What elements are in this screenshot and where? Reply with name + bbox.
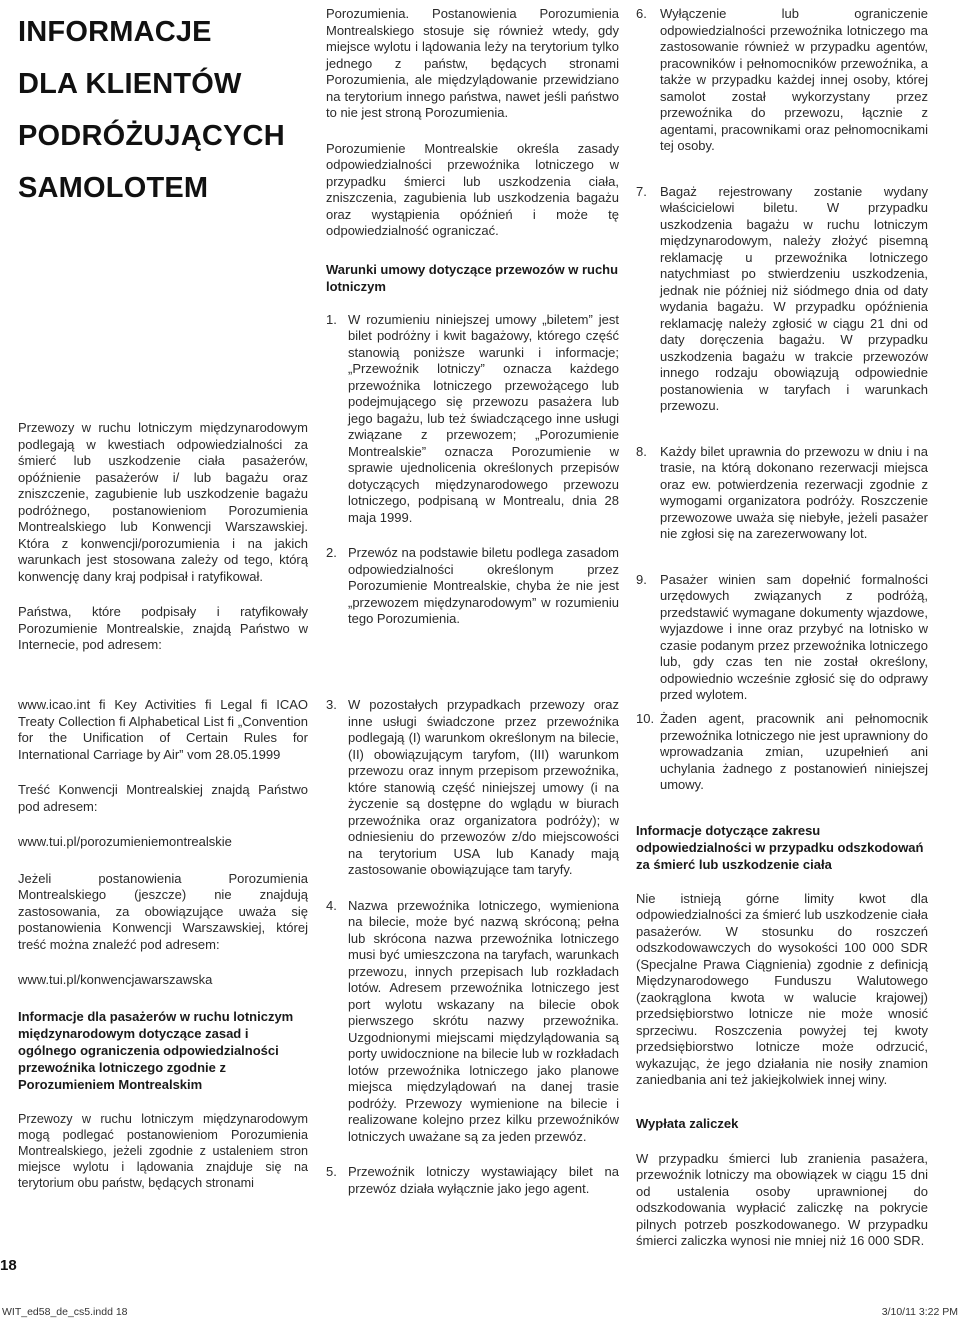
section-heading-montreal-info: Informacje dla pasażerów w ruchu lotniczym międzynarodowym dotyczące zasad i ogólnego ograniczenia odpowiedzialności przewoźnika lotniczego zgodnie z Porozumieniem Montrealskim (18, 1008, 294, 1092)
item-number: 10. (636, 711, 655, 726)
item-text: Nazwa przewoźnika lotniczego, wymieniona na bilecie, może być nazwą skróconą; pełna lub skrócona nazwa przewoźnika lotniczego musi być umieszczona na taryfach, warunkach przewozu, innych przepisach lub rozkładach lotów. Adresem przewoźnika lotniczego jest port wylotu wskazany na bilecie obok pierwszego skrótu nazwy przewoźnika. Uzgodnionymi miejscami międzylądowania są porty uwidocznione na bilecie lub w rozkładach lotów przewoźnika lotniczego jako planowe miejsca międzylądowań na danej trasie podróży. Przewozy wymienione na bilecie i realizowane kolejno przez kilku przewoźników lotniczych uważane są za jeden przewóz. (348, 897, 619, 1144)
list-item (636, 184, 928, 415)
column-3-bottom (636, 711, 928, 1250)
item-number: 9. (636, 571, 647, 587)
warsaw-paragraph: Jeżeli postanowienia Porozumienia Montrealskiego (jeszcze) nie znajdują zastosowania, za obowiązujące uważa się postanowienia Konwencji Warszawskiej, której treść można znaleźć pod adresem: (18, 870, 308, 952)
item-text: Wyłączenie lub ograniczenie odpowiedzialności przewoźnika lotniczego ma zastosowanie również w przypadku agentów, pracowników i pełnomocników przewoźnika, a także w przypadku każdej innej osoby, której samolot został wykorzystany przez przewoźnika do przewozu, łącznie z agentami, pracownikami oraz pełnomocnikami tej osoby. (660, 6, 928, 153)
intro-paragraph: Przewozy w ruchu lotniczym międzynarodowym podlegają w kwestiach odpowiedzialności za śmierć lub uszkodzenie ciała pasażerów, opóźnienie pasażerów i/ lub bagażu oraz zniszczenie, zagubienie lub uszkodzenie bagażu podróżnego, postanowieniom Porozumienia Montrealskiego lub Konwencji Warszawskiej. Która z konwencji/porozumienia i na jakich warunkach jest stosowana zależy od tego, którą konwencję dany kraj podpisał i ratyfikował. (18, 420, 308, 584)
section-heading-contract-terms: Warunki umowy dotyczące przewozów w ruchu lotniczym (326, 261, 619, 294)
list-item (326, 1164, 619, 1197)
states-paragraph: Państwa, które podpisały i ratyfikowały Porozumienie Montrealskie, znajdą Państwo w Internecie, pod adresem: (18, 604, 308, 652)
list-item (326, 898, 619, 1146)
warsaw-url-link[interactable]: www.tui.pl/konwencjawarszawska (18, 972, 213, 987)
title-line: INFORMACJE (18, 16, 212, 48)
montreal-url-link[interactable]: www.tui.pl/porozumieniemontrealskie (18, 834, 232, 849)
list-item (636, 444, 928, 543)
page-title (18, 6, 298, 214)
item-number: 5. (326, 1164, 337, 1179)
column-1-top (18, 420, 308, 654)
agreement-paragraph: Porozumienia. Postanowienia Porozumienia Montrealskiego stosuje się również wtedy, gdy miejsce wylotu i lądowania leży na terytorium tylko jednego z państw, będących stronami Porozumienia, ale międzylądowanie przewidziano na terytorium innego państwa, nawet jeśli państwo to nie jest stroną Porozumienia. (326, 6, 619, 120)
item-number: 2. (326, 545, 337, 560)
item-number: 7. (636, 183, 647, 199)
page-number: 18 (0, 1257, 17, 1274)
liability-paragraph: Porozumienie Montrealskie określa zasady odpowiedzialności przewoźnika lotniczego w przypadku śmierci lub uszkodzenia ciała, zniszczenia, zagubienia lub uszkodzenia bagażu oraz wystąpienia opóźnień i może tę odpowiedzialność ograniczać. (326, 140, 619, 238)
liability-scope-paragraph: Nie istnieją górne limity kwot dla odpowiedzialności za śmierć lub uszkodzenie ciała pasażerów. W stosunku do roszczeń odszkodowawczych do wysokości 100 000 SDR (Specjalne Prawa Ciągnienia) zgodnie z definicją Międzynarodowego Funduszu Walutowego (zaokrąglona kwota w walucie krajowej) przedsiębiorstwo lotnicze nie może wnosić sprzeciwu. Roszczenia powyżej tej kwoty przedsiębiorstwo lotnicze może odrzucić, wykazując, że jego działania nie nosiły znamion zaniedbania ani też jakiejkolwiek innej winy. (636, 890, 928, 1087)
item-text: Żaden agent, pracownik ani pełnomocnik przewoźnika lotniczego nie jest uprawniony do wprowadzania zmian, uzupełnień ani uchylania żadnego z postanowień niniejszej umowy. (660, 711, 928, 792)
item-text: Pasażer winien sam dopełnić formalności urzędowych związanych z podróżą, przedstawić wymagane dokumenty wjazdowe, wyjazdowe i inne oraz przybyć na lotnisko w czasie podanym przez przewoźnika lotniczego lub, gdy czas ten nie został określony, odpowiednio wcześnie zgłosić się do odprawy przed wylotem. (660, 571, 928, 702)
item-text: Przewóz na podstawie biletu podlega zasadom odpowiedzialności określonym przez Porozumienie Montrealskie, chyba że nie jest „przewozem międzynarodowym” w rozumieniu tego Porozumienia. (348, 545, 620, 626)
item-number: 8. (636, 443, 647, 459)
list-item (636, 6, 928, 155)
item-number: 4. (326, 897, 337, 913)
section-heading-advance-payment: Wypłata zaliczek (636, 1115, 739, 1131)
list-item (326, 545, 619, 628)
item-text: W rozumieniu niniejszej umowy „biletem” jest bilet podróżny i kwit bagażowy, którego część stanowią poniższe warunki i informacje; „Przewoźnik lotniczy” oznacza każdego przewoźnika lotniczego przewożącego lub podejmującego się przewozu pasażera lub jego bagażu, lub też świadczącego inne usługi związane z przewozem; „Porozumienie Montrealskie” oznacza Porozumienie w sprawie ujednolicenia określonych przepisów dotyczących międzynarodowego przewozu lotniczego, podpisaną w Montrealu, dnia 28 maja 1999. (348, 311, 619, 525)
advance-payment-paragraph: W przypadku śmierci lub zranienia pasażera, przewoźnik lotniczy ma obowiązek w ciągu 15 dni od ustalenia osoby uprawnionej do odszkodowania wypłacić zaliczkę na pokrycie pilnych potrzeb poszkodowanego. W przypadku śmierci zaliczka wynosi nie mniej niż 16 000 SDR. (636, 1150, 928, 1248)
column-2-top (326, 6, 619, 628)
footer-file-name: WIT_ed58_de_cs5.indd 18 (2, 1306, 128, 1318)
list-item (636, 711, 928, 794)
list-item (636, 572, 928, 704)
icao-link-text[interactable]: www.icao.int fi Key Activities fi Legal fi ICAO Treaty Collection fi Alphabetical List fi „Convention for the Unification of Certain Rules for International Carriage by Air” vom 28.05.1999 (18, 697, 308, 762)
footer-timestamp: 3/10/11 3:22 PM (881, 1306, 958, 1318)
column-3-top (636, 6, 928, 704)
title-line: PODRÓŻUJĄCYCH (18, 120, 285, 152)
title-line: DLA KLIENTÓW (18, 68, 242, 100)
item-text: Przewoźnik lotniczy wystawiający bilet na przewóz działa wyłącznie jako jego agent. (348, 1164, 619, 1196)
transport-paragraph: Przewozy w ruchu lotniczym międzynarodowym mogą podlegać postanowieniom Porozumienia Montrealskiego, jeżeli zgodnie z ustaleniem stron miejsce wylotu i lądowania znajduje się na terytorium obu państw, będących stronami (18, 1111, 308, 1191)
column-1-bottom (18, 697, 308, 1192)
item-text: W pozostałych przypadkach przewozy oraz inne usługi świadczone przez przewoźnika podlegają (I) warunkom określonym na bilecie, (II) obowiązującym taryfom, (III) warunkom przewozu oraz innym przepisom przewoźnika, które stanowią część niniejszej umowy (i na życzenie są dostępne do wglądu w biurach przewoźnika oraz organizatora podróży); w odniesieniu do przewozów z/do miejscowości na terytorium USA lub Kanady mają zastosowanie obowiązujące tam taryfy. (348, 697, 619, 877)
convention-text-paragraph: Treść Konwencji Montrealskiej znajdą Państwo pod adresem: (18, 782, 308, 814)
column-2-bottom (326, 697, 619, 1197)
item-text: Każdy bilet uprawnia do przewozu w dniu i na trasie, na którą dokonano rezerwacji miejsca oraz ew. potwierdzenia rezerwacji zgodnie z wymogami organizatora podróży. Roszczenie przewozowe uważa się niebyłe, jeżeli pasażer nie zgłosi się na zarezerwowany lot. (660, 443, 928, 541)
item-text: Bagaż rejestrowany zostanie wydany właścicielowi biletu. W przypadku uszkodzenia bagażu w ruchu lotniczym międzynarodowym, należy złożyć pisemną reklamację u przewoźnika lotniczego natychmiast po stwierdzeniu uszkodzenia, jednak nie później niż siódmego dnia od daty wydania bagażu. W przypadku opóźnienia reklamację należy zgłosić w ciągu 21 dni od daty doręczenia bagażu. W przypadku uszkodzenia bagażu w trakcie przewozów innego rodzaju obowiązują odpowiednie postanowienia w taryfach i warunkach przewozu. (660, 183, 928, 413)
item-number: 6. (636, 6, 647, 21)
section-heading-liability-scope: Informacje dotyczące zakresu odpowiedzialności w przypadku odszkodowań za śmierć lub uszkodzenie ciała (636, 822, 924, 872)
title-line: SAMOLOTEM (18, 172, 209, 204)
list-item (326, 697, 619, 879)
list-item (326, 312, 619, 527)
item-number: 3. (326, 697, 337, 712)
item-number: 1. (326, 311, 337, 327)
